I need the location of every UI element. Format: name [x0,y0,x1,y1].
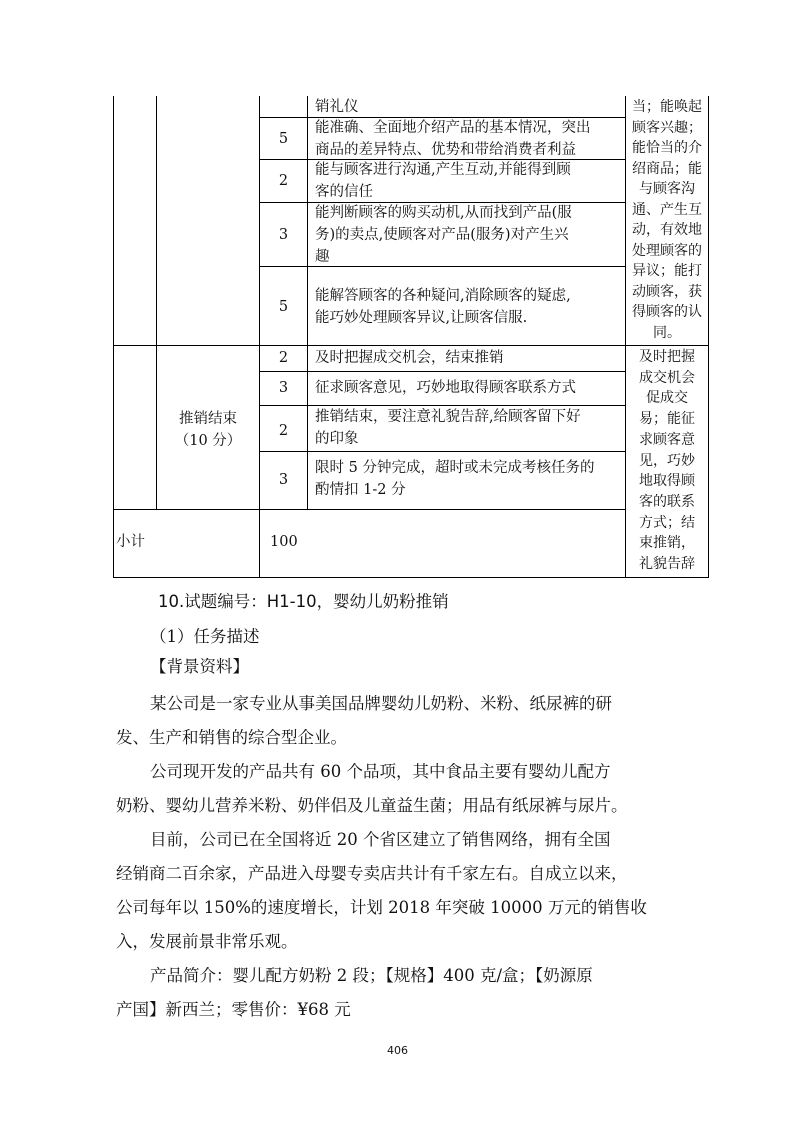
closing-label: 推销结束 （10 分） [174,411,242,449]
subheading: （1）任务描述 [150,627,260,646]
score-cell: 3 [278,380,289,396]
paragraph-line: 公司每年以 150%的速度增长，计划 2018 年突破 10000 万元的销售收 [116,898,647,917]
criteria-text: 客的信任 [315,184,373,200]
paragraph-line: 发、生产和销售的综合型企业。 [116,728,347,747]
table-row [315,406,621,450]
table-row [315,202,621,268]
criteria-text: 商品的差异特点、优势和带给消费者利益 [315,142,576,158]
score-cell: 2 [278,350,289,366]
page-number: 406 [387,1044,408,1057]
paragraph-line: 目前，公司已在全国将近 20 个省区建立了销售网络，拥有全国 [150,830,611,849]
criteria-text: 的印象 [315,431,359,447]
score-cell: 2 [278,173,289,189]
table-row [315,457,621,501]
criteria-text: 能解答顾客的各种疑问,消除顾客的疑虑, [315,288,571,304]
paragraph-line: 某公司是一家专业从事美国品牌婴幼儿奶粉、米粉、纸尿裤的研 [150,694,612,713]
table-row [315,347,621,369]
background-label: 【背景资料】 [150,657,249,676]
score-cell: 5 [278,299,289,315]
paragraph-line: 公司现开发的产品共有 60 个品项，其中食品主要有婴幼儿配方 [150,762,611,781]
table-row [315,96,621,118]
criteria-text: 趣 [315,249,330,265]
subtotal-label: 小计 [116,534,145,550]
criteria-text: 及时把握成交机会，结束推销 [315,350,504,366]
criteria-text: 推销结束，要注意礼貌告辞,给顾客留下好 [315,409,581,425]
paragraph-line: 入，发展前景非常乐观。 [116,932,298,951]
table-row [315,377,621,399]
criteria-text: 能与顾客进行沟通,产生互动,并能得到顾 [315,162,571,178]
table-row [315,285,621,329]
section-title: 10.试题编号：H1-10，婴幼儿奶粉推销 [158,592,449,611]
criteria-text: 能巧妙处理顾客异议,让顾客信服. [315,310,528,326]
remark-cell: 当；能唤起 顾客兴趣； 能恰当的介 绍商品；能 与顾客沟 通、产生互 动，有效地 处理顾客的 异议；能打 动顾客，获 得顾客的认 同。 [632,99,702,341]
paragraph-line: 产国】新西兰；零售价：¥68 元 [116,1000,351,1019]
criteria-text: 务)的卖点,使顾客对产品(服务)对产生兴 [315,227,569,243]
criteria-text: 限时 5 分钟完成，超时或未完成考核任务的 [315,460,595,476]
paragraph-line: 奶粉、婴幼儿营养米粉、奶伴侣及儿童益生菌；用品有纸尿裤与尿片。 [116,796,628,815]
criteria-text: 征求顾客意见，巧妙地取得顾客联系方式 [315,380,576,396]
criteria-text: 能判断顾客的购买动机,从而找到产品(服 [315,205,572,221]
table-row [315,159,621,203]
criteria-text: 销礼仪 [315,99,359,115]
criteria-text: 能准确、全面地介绍产品的基本情况，突出 [315,120,591,136]
criteria-text: 酌情扣 1-2 分 [315,482,406,498]
score-cell: 3 [278,227,289,243]
score-cell: 2 [278,423,289,439]
paragraph-line: 产品简介：婴儿配方奶粉 2 段；【规格】400 克/盒；【奶源原 [150,966,593,985]
paragraph-line: 经销商二百余家，产品进入母婴专卖店共计有千家左右。自成立以来， [116,864,628,883]
table-row [315,117,621,161]
score-cell: 3 [278,472,289,488]
remark-cell: 及时把握 成交机会 促成交 易；能征 求顾客意 见，巧妙 地取得顾 客的联系 方式；结 束推销， 礼貌告辞 [639,349,695,573]
subtotal-value: 100 [270,534,298,550]
score-cell: 5 [278,131,289,147]
